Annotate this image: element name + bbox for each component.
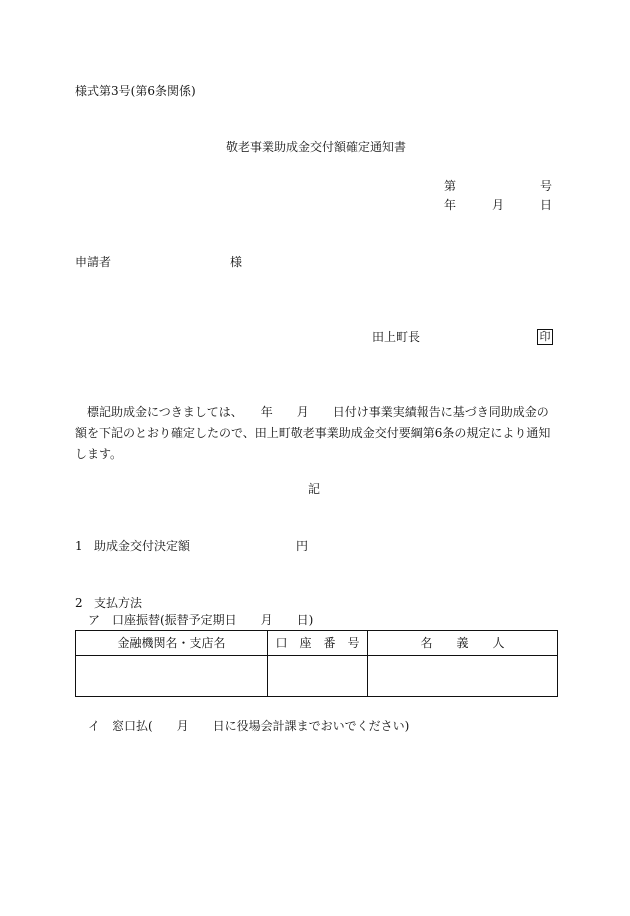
date-year: 年: [444, 198, 457, 212]
cell-account-holder: [368, 656, 558, 697]
applicant-label: 申請者: [75, 255, 112, 269]
payment-option-a: ア 口座振替(振替予定期日 月 日): [88, 613, 314, 627]
form-number: 様式第3号(第6条関係): [75, 84, 196, 98]
header-bank-branch: 金融機関名・支店名: [76, 631, 268, 656]
item1-label: 助成金交付決定額: [94, 539, 191, 553]
header-account-holder: 名 義 人: [368, 631, 558, 656]
applicant-honorific: 様: [230, 255, 243, 269]
table-row: [76, 656, 558, 697]
item1-number: 1: [75, 539, 83, 553]
seal-mark: 印: [537, 329, 553, 345]
doc-ref-go: 号: [540, 179, 553, 193]
ki-heading: 記: [308, 482, 321, 496]
item2-number: 2: [75, 596, 83, 610]
item1-unit: 円: [296, 539, 309, 553]
body-paragraph: 標記助成金につきましては、 年 月 日付け事業実績報告に基づき同助成金の額を下記のとおり確定したので、田上町敬老事業助成金交付要綱第6条の規定により通知します。: [75, 405, 551, 461]
issuer-name: 田上町長: [372, 330, 421, 344]
date-month: 月: [492, 198, 505, 212]
doc-ref-dai: 第: [444, 179, 457, 193]
table-header-row: [76, 631, 558, 656]
document-title: 敬老事業助成金交付額確定通知書: [226, 140, 407, 154]
item2-label: 支払方法: [94, 596, 143, 610]
date-day: 日: [540, 198, 553, 212]
bank-account-table: [75, 630, 558, 697]
payment-option-i: イ 窓口払( 月 日に役場会計課までおいでください): [88, 719, 410, 733]
header-account-number: 口 座 番 号: [268, 631, 368, 656]
cell-account-number: [268, 656, 368, 697]
cell-bank-branch: [76, 656, 268, 697]
